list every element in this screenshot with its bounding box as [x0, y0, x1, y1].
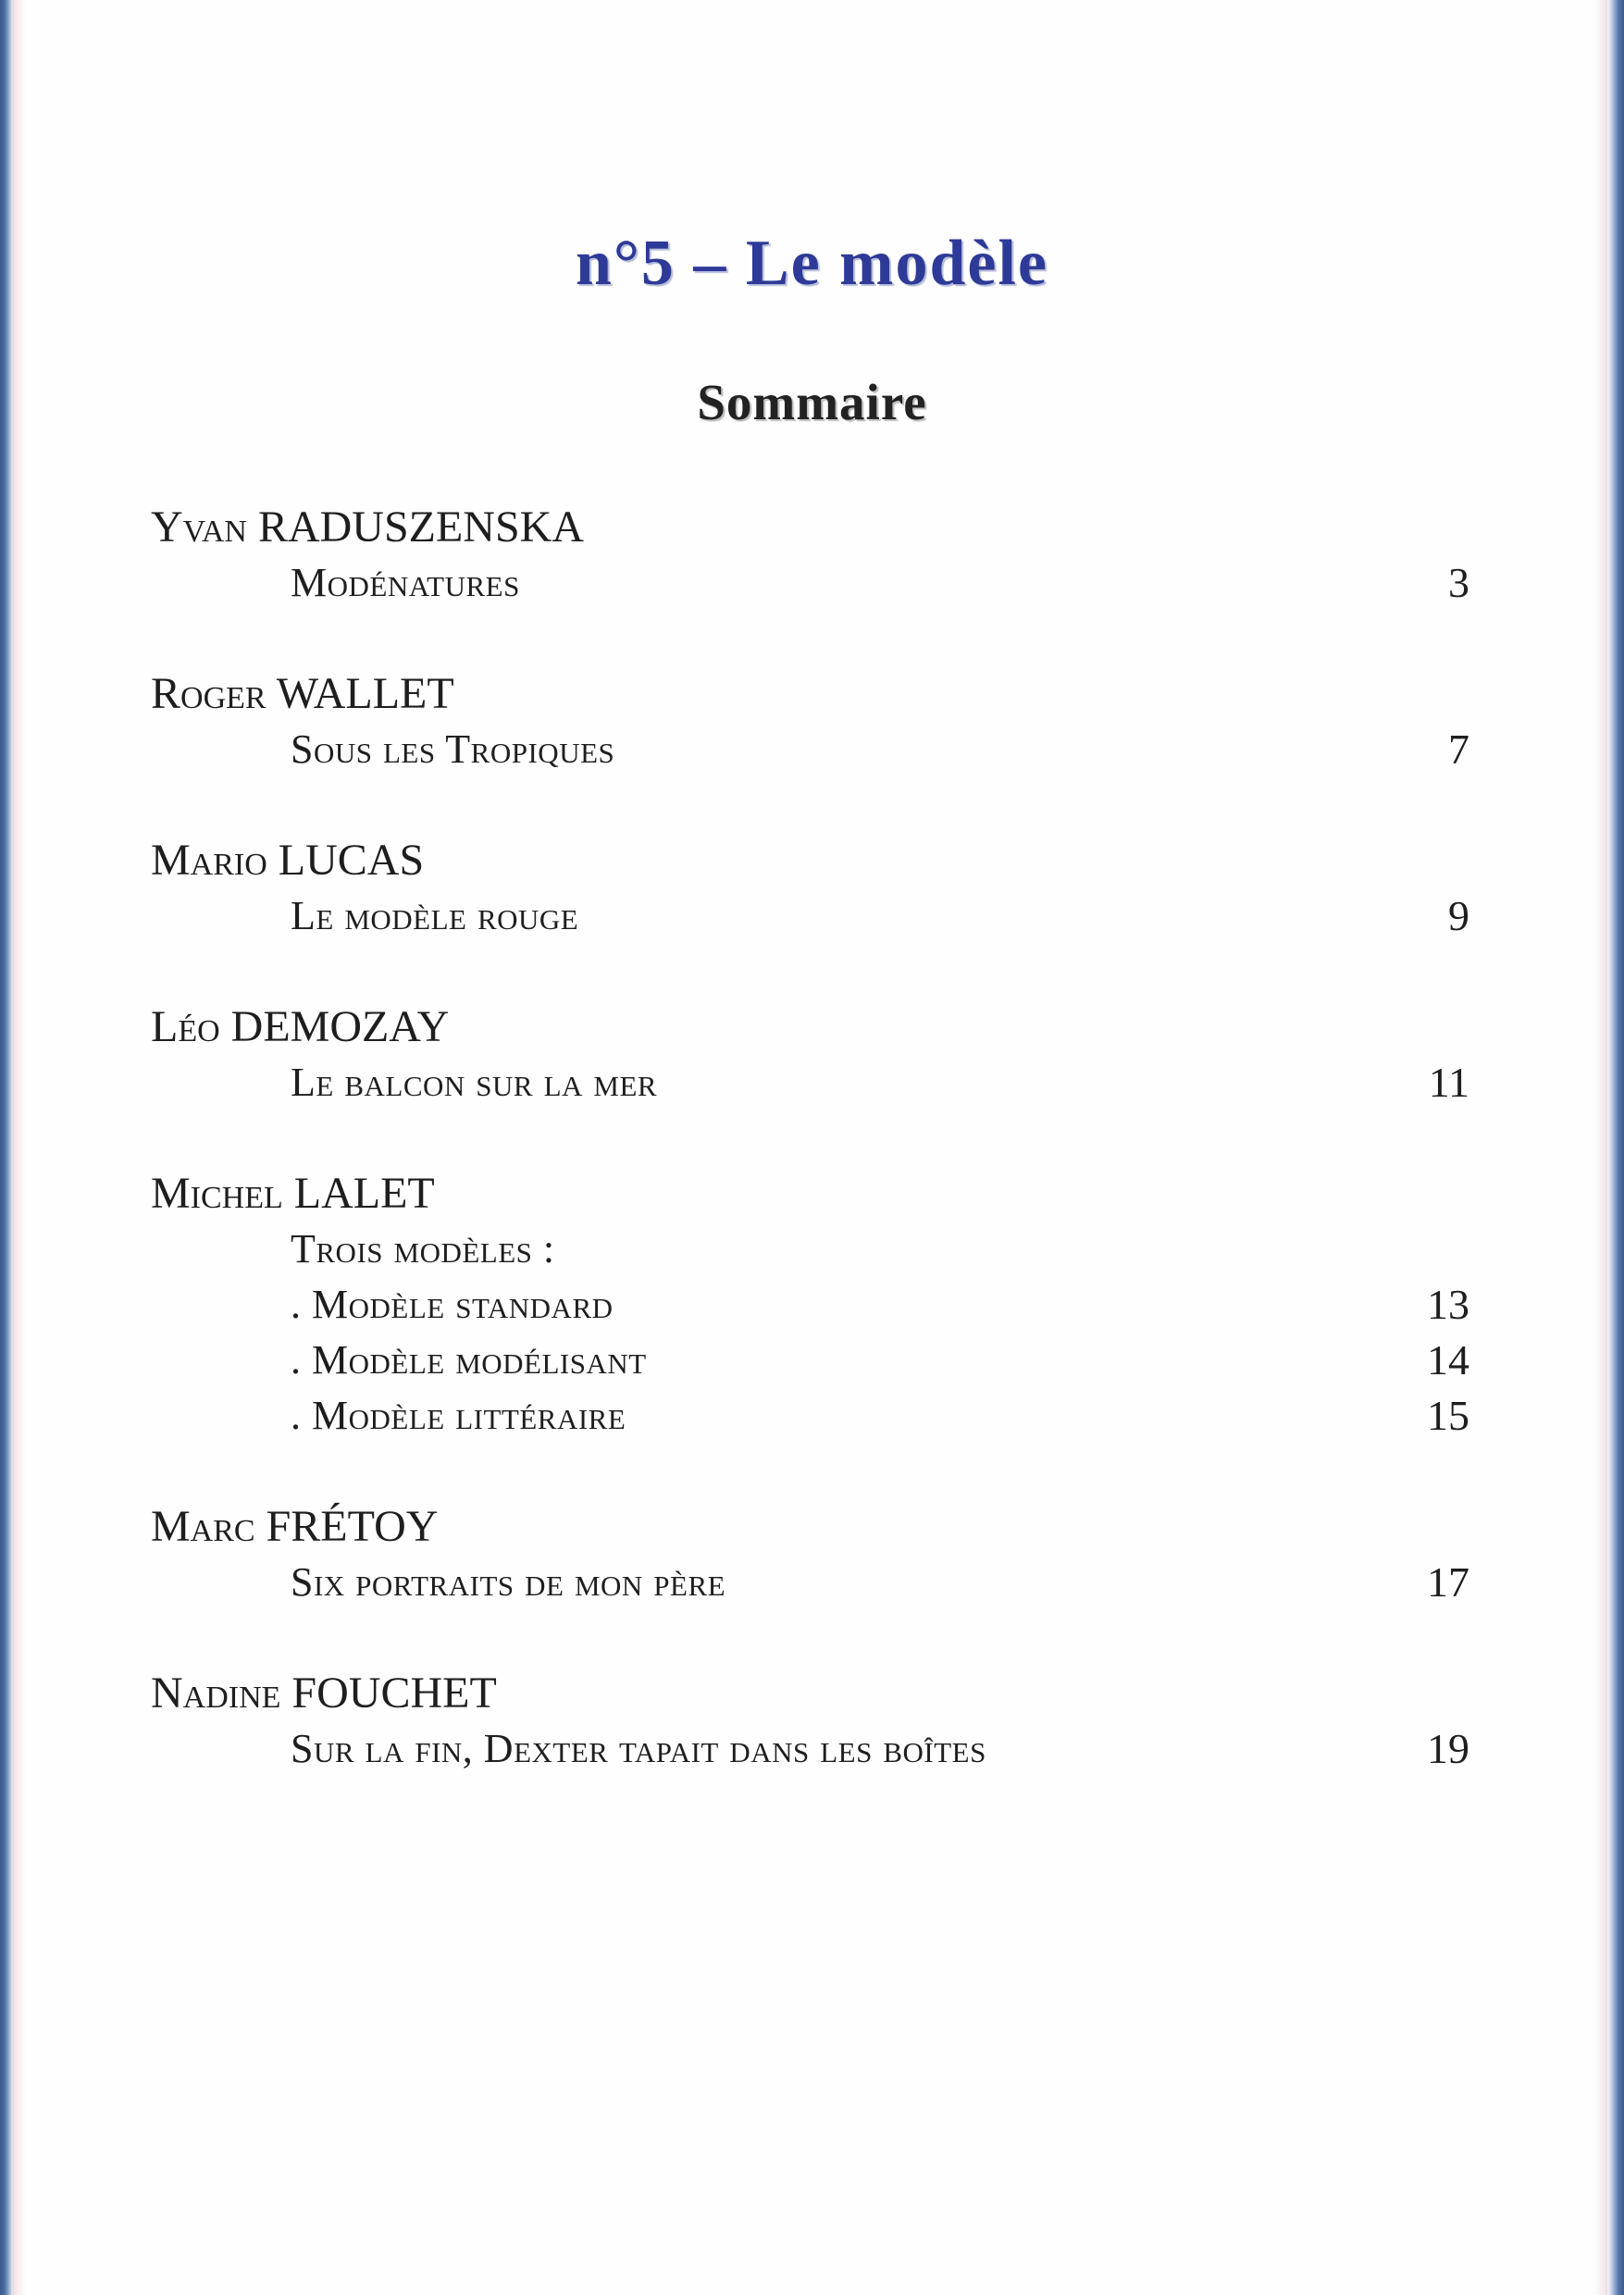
page-number: 15	[1427, 1392, 1469, 1439]
author-name	[151, 500, 1469, 555]
author-last-name: FOUCHET	[291, 1669, 497, 1718]
author-name	[151, 1666, 1469, 1721]
author-last-name: WALLET	[276, 669, 454, 718]
author-last-name: DEMOZAY	[230, 1002, 450, 1051]
author-first-name: Mario	[151, 836, 267, 885]
work-title: Le modèle rouge	[291, 893, 579, 938]
author-name	[151, 1499, 1469, 1555]
work-title: Sur la fin, Dexter tapait dans les boîtes	[291, 1726, 986, 1771]
toc-entry-raduszenska	[151, 500, 1469, 611]
toc-entry-lalet	[151, 1166, 1469, 1444]
toc-entry-fouchet	[151, 1666, 1469, 1777]
toc-line[interactable]	[151, 1721, 1469, 1777]
work-title: . Modèle littéraire	[291, 1393, 626, 1438]
toc-entry-demozay	[151, 999, 1469, 1110]
right-page-edge	[1605, 0, 1624, 2295]
toc-line[interactable]	[151, 1333, 1469, 1388]
author-last-name: LALET	[293, 1169, 435, 1218]
author-last-name: LUCAS	[278, 836, 425, 885]
toc-line[interactable]	[151, 555, 1469, 611]
toc-line[interactable]	[151, 888, 1469, 944]
work-title: Six portraits de mon père	[291, 1559, 726, 1605]
work-title: Sous les Tropiques	[291, 726, 615, 772]
author-first-name: Yvan	[151, 502, 247, 552]
toc-entry-fretoy	[151, 1499, 1469, 1610]
work-title: Modénatures	[291, 560, 520, 605]
author-last-name: RADUSZENSKA	[257, 502, 584, 552]
toc-line[interactable]	[151, 1277, 1469, 1333]
author-name	[151, 999, 1469, 1055]
toc-entry-lucas	[151, 833, 1469, 944]
author-name	[151, 1166, 1469, 1222]
toc-line[interactable]	[151, 1555, 1469, 1610]
page-number: 13	[1427, 1281, 1469, 1328]
toc-line[interactable]	[151, 1388, 1469, 1444]
author-name	[151, 833, 1469, 888]
page-number: 14	[1427, 1336, 1469, 1383]
author-first-name: Nadine	[151, 1669, 281, 1718]
page-number: 17	[1427, 1558, 1469, 1606]
toc-entry-wallet	[151, 666, 1469, 777]
toc-line[interactable]	[151, 1055, 1469, 1110]
author-last-name: FRÉTOY	[266, 1502, 439, 1551]
author-first-name: Léo	[151, 1002, 220, 1051]
work-title: Trois modèles :	[291, 1226, 555, 1272]
right-edge-tint	[1594, 0, 1607, 2295]
toc-line[interactable]	[151, 722, 1469, 777]
page-number: 11	[1428, 1059, 1469, 1106]
author-first-name: Michel	[151, 1169, 283, 1218]
page-number: 9	[1448, 892, 1469, 939]
author-name	[151, 666, 1469, 722]
author-first-name: Roger	[151, 669, 267, 718]
work-title: . Modèle modélisant	[291, 1337, 647, 1383]
work-title: . Modèle standard	[291, 1282, 614, 1327]
page-number: 3	[1448, 559, 1469, 606]
toc-subheading	[151, 1222, 1469, 1277]
page-number: 7	[1448, 726, 1469, 773]
issue-title: n°5 – Le modèle	[575, 228, 1048, 299]
toc-heading: Sommaire	[697, 374, 927, 430]
left-edge-tint	[13, 0, 26, 2295]
work-title: Le balcon sur la mer	[291, 1060, 658, 1105]
author-first-name: Marc	[151, 1502, 255, 1551]
page-number: 19	[1427, 1725, 1469, 1772]
